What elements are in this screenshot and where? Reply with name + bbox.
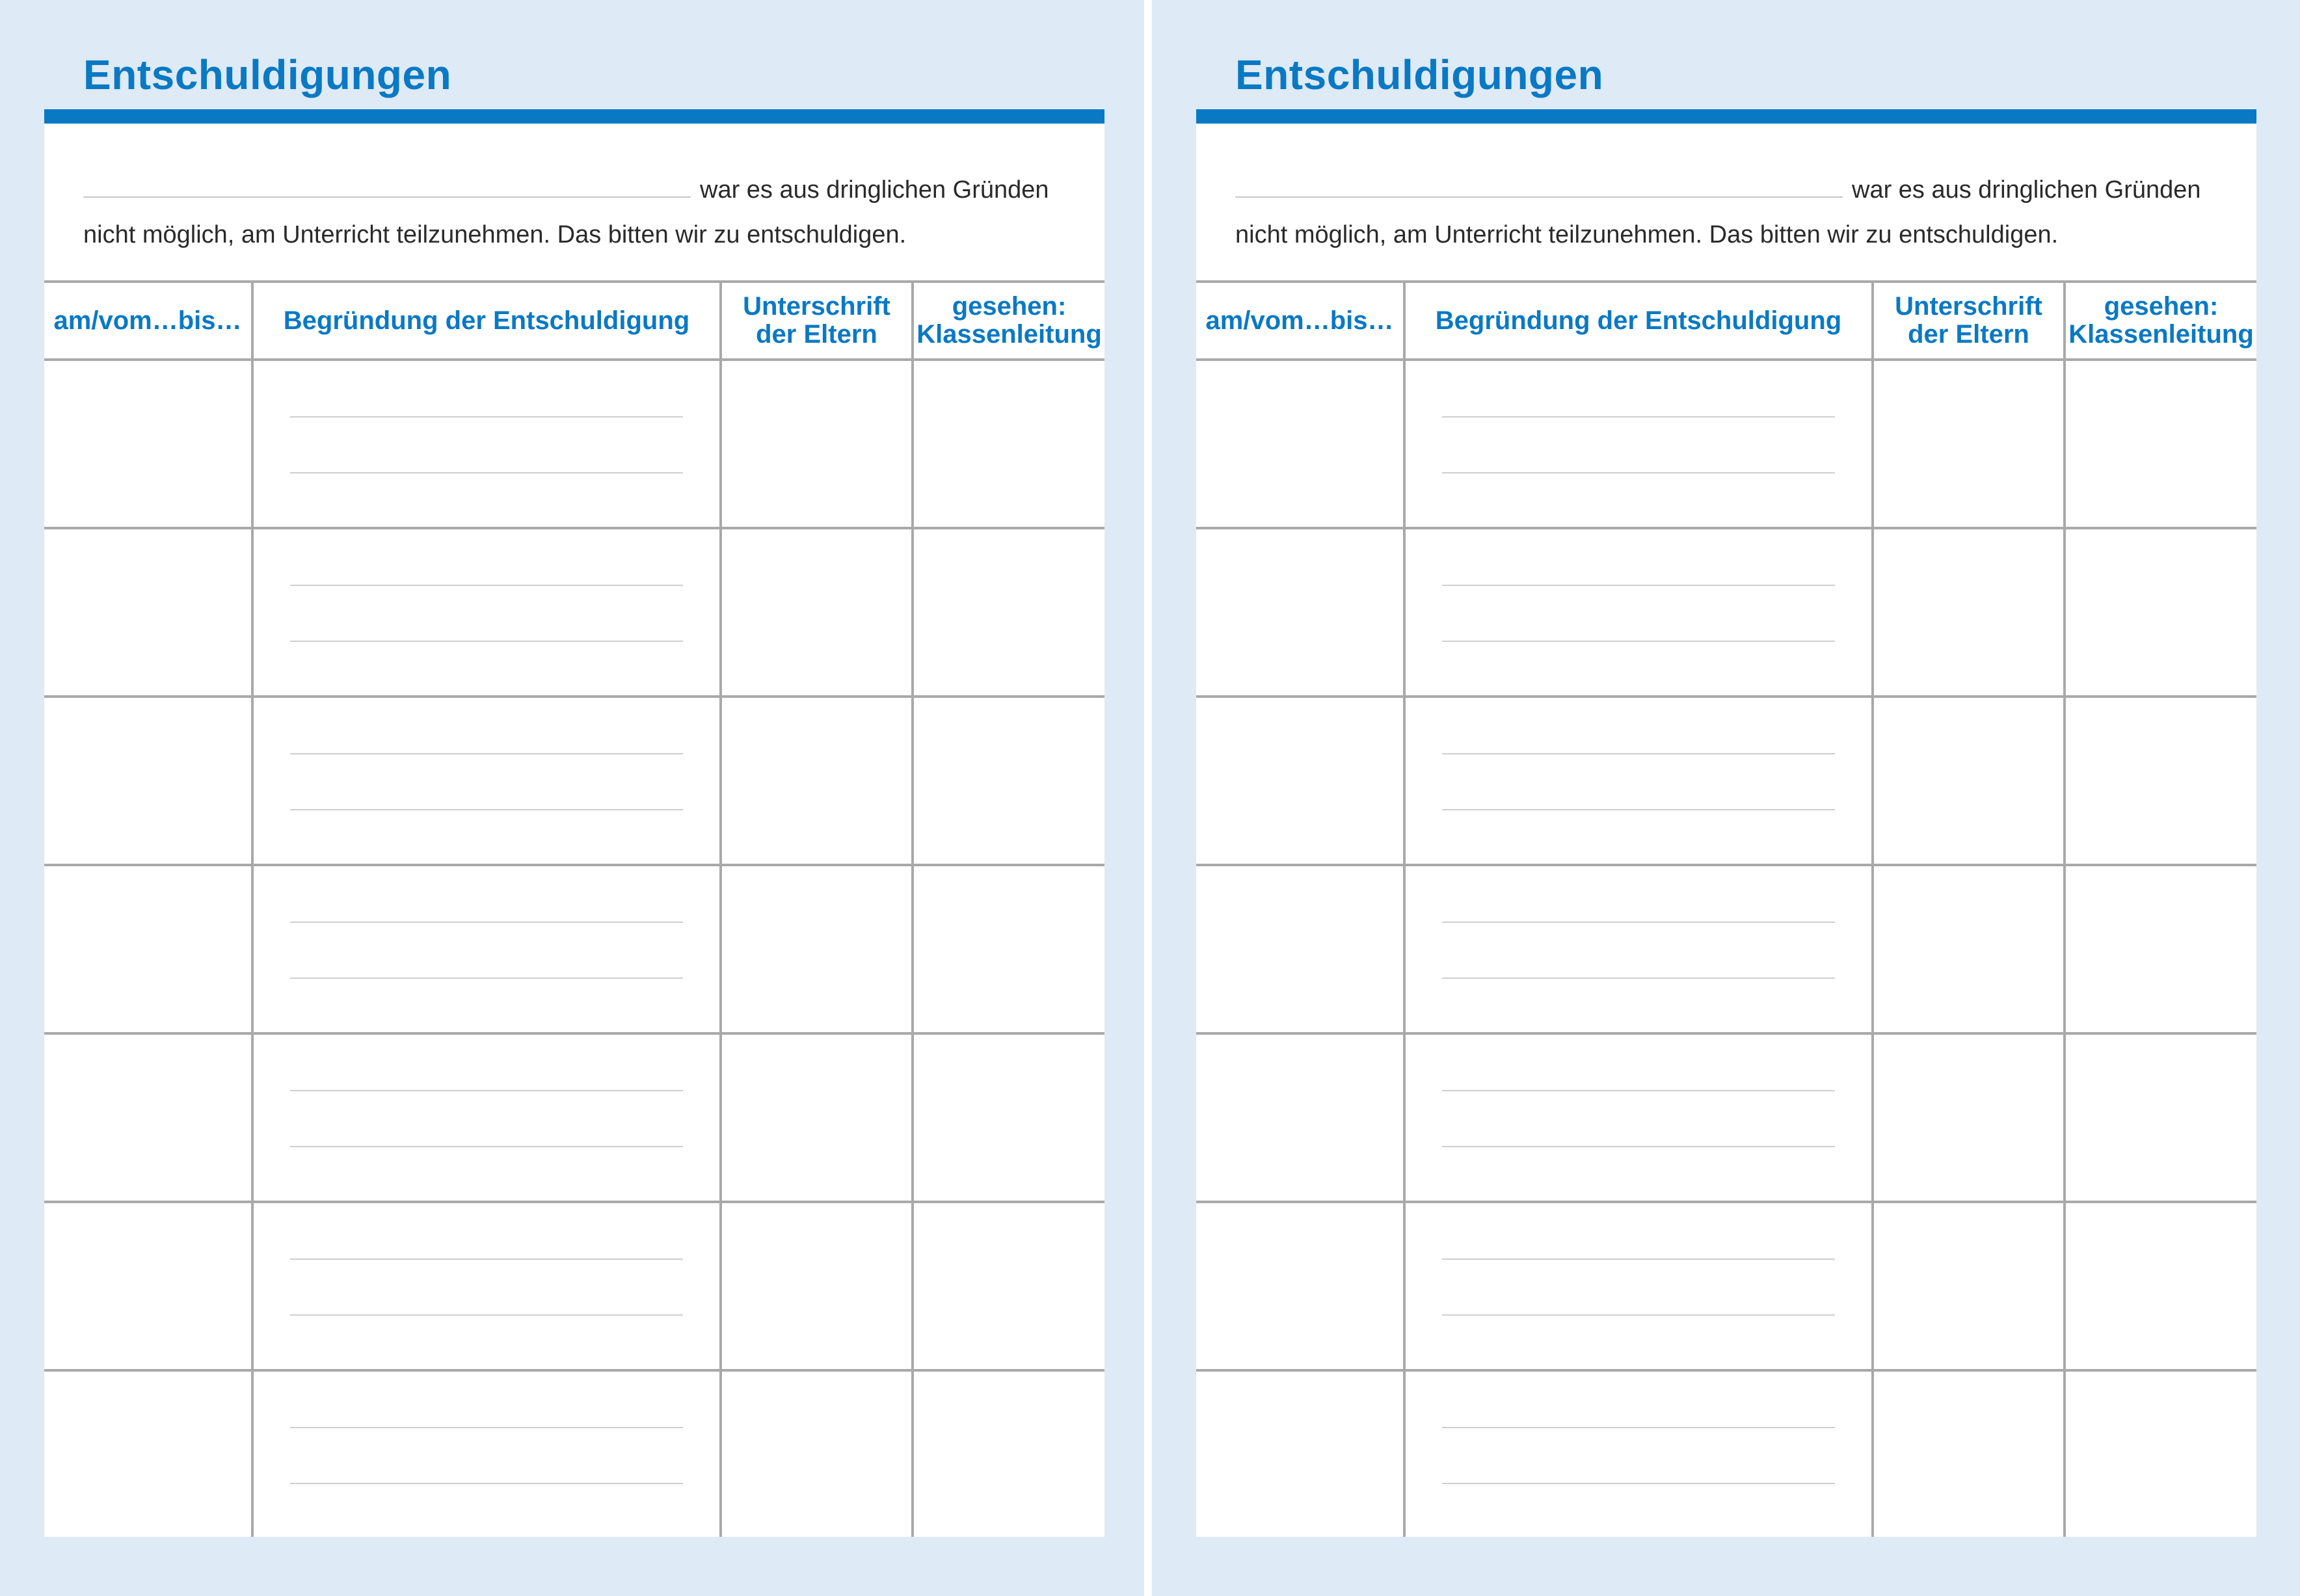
reason-writing-line[interactable] [1442,1146,1835,1147]
column-header-date: am/vom…bis… [53,306,242,335]
reason-writing-line[interactable] [290,1146,683,1147]
table-row[interactable] [44,698,1104,866]
table-row[interactable] [1196,866,2256,1035]
column-header-date: am/vom…bis… [1205,306,1394,335]
reason-writing-line[interactable] [1442,1314,1835,1316]
reason-writing-line[interactable] [290,641,683,642]
name-blank-field[interactable] [83,166,691,198]
title-underline-bar [1196,109,2256,124]
table-row[interactable] [44,1372,1104,1540]
table-row[interactable] [1196,1372,2256,1540]
reason-writing-line[interactable] [1442,809,1835,810]
page-title: Entschuldigungen [83,51,452,98]
reason-writing-line[interactable] [1442,641,1835,642]
reason-writing-line[interactable] [290,753,683,754]
column-header-parent-signature: Unterschrift der Eltern [1895,292,2042,349]
column-header-teacher-seen: gesehen: Klassenleitung [916,292,1102,349]
reason-writing-line[interactable] [290,585,683,586]
left-page [44,0,1104,1596]
reason-writing-line[interactable] [290,809,683,810]
title-underline-bar [44,109,1104,124]
intro-line-1: war es aus dringlichen Gründen [700,176,1049,204]
table-row[interactable] [44,361,1104,529]
table-row[interactable] [44,1035,1104,1203]
excuse-form [1196,124,2256,1537]
right-page [1196,0,2256,1596]
reason-writing-line[interactable] [1442,753,1835,754]
column-header-parent-signature: Unterschrift der Eltern [743,292,890,349]
column-header-reason: Begründung der Entschuldigung [1435,306,1842,335]
reason-writing-line[interactable] [290,1483,683,1484]
intro-line-1: war es aus dringlichen Gründen [1852,176,2201,204]
intro-text [1235,166,2237,258]
intro-text [83,166,1085,258]
excuse-form [44,124,1104,1537]
reason-writing-line[interactable] [1442,1090,1835,1091]
reason-writing-line[interactable] [290,1090,683,1091]
table-row[interactable] [1196,361,2256,529]
reason-writing-line[interactable] [1442,1258,1835,1260]
reason-writing-line[interactable] [1442,978,1835,979]
page-spine [1144,0,1152,1596]
table-row[interactable] [1196,1035,2256,1203]
reason-writing-line[interactable] [290,1258,683,1260]
reason-writing-line[interactable] [1442,585,1835,586]
reason-writing-line[interactable] [290,416,683,418]
intro-line-2: nicht möglich, am Unterricht teilzunehmen. Das bitten wir zu entschuldigen. [83,221,907,248]
name-blank-field[interactable] [1235,166,1843,198]
table-row[interactable] [1196,698,2256,866]
reason-writing-line[interactable] [290,1427,683,1428]
reason-writing-line[interactable] [1442,1483,1835,1484]
reason-writing-line[interactable] [290,978,683,979]
table-row[interactable] [44,866,1104,1035]
reason-writing-line[interactable] [1442,922,1835,923]
intro-line-2: nicht möglich, am Unterricht teilzunehmen. Das bitten wir zu entschuldigen. [1235,221,2059,248]
reason-writing-line[interactable] [290,472,683,473]
column-header-teacher-seen: gesehen: Klassenleitung [2068,292,2254,349]
reason-writing-line[interactable] [1442,416,1835,418]
reason-writing-line[interactable] [1442,472,1835,473]
table-row[interactable] [1196,529,2256,698]
table-row[interactable] [44,529,1104,698]
column-header-reason: Begründung der Entschuldigung [283,306,690,335]
table-row[interactable] [1196,1203,2256,1372]
page-title: Entschuldigungen [1235,51,1604,98]
reason-writing-line[interactable] [290,922,683,923]
table-row[interactable] [44,1203,1104,1372]
reason-writing-line[interactable] [290,1314,683,1316]
reason-writing-line[interactable] [1442,1427,1835,1428]
